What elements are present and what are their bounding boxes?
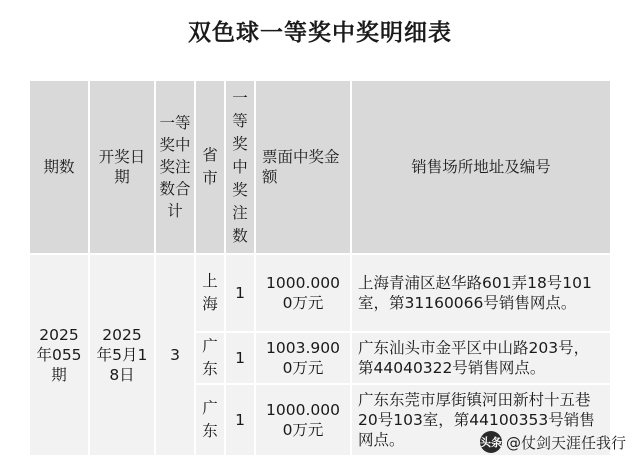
toutiao-logo-icon: 头条 (480, 431, 502, 453)
watermark-text: @仗剑天涯任我行 (505, 433, 626, 452)
header-count: 一等奖中奖注数 (225, 80, 255, 254)
page-title: 双色球一等奖中奖明细表 (188, 20, 452, 46)
cell-amount: 1000.0000万元 (255, 384, 351, 456)
cell-period: 2025年055期 (29, 254, 89, 456)
header-province: 省市 (195, 80, 225, 254)
cell-address: 上海青浦区赵华路601弄18号101室，第31160066号销售网点。 (351, 254, 611, 332)
header-period: 期数 (29, 80, 89, 254)
cell-count: 1 (225, 332, 255, 384)
cell-total: 3 (155, 254, 195, 456)
table-row (29, 254, 611, 332)
watermark (480, 431, 626, 453)
cell-count: 1 (225, 384, 255, 456)
header-address: 销售场所地址及编号 (351, 80, 611, 254)
header-date: 开奖日期 (89, 80, 155, 254)
cell-province: 广东 (195, 384, 225, 456)
cell-amount: 1000.0000万元 (255, 254, 351, 332)
cell-count: 1 (225, 254, 255, 332)
header-total: 一等奖中奖注数合计 (155, 80, 195, 254)
cell-date: 2025年5月18日 (89, 254, 155, 456)
header-row (29, 80, 611, 254)
prize-table (28, 79, 612, 457)
header-amount: 票面中奖金额 (255, 80, 351, 254)
cell-province: 广东 (195, 332, 225, 384)
cell-address: 广东东莞市厚街镇河田新村十五巷20号103室，第44100353号销售网点。 (351, 384, 611, 456)
cell-province: 上海 (195, 254, 225, 332)
cell-amount: 1003.9000万元 (255, 332, 351, 384)
cell-address: 广东汕头市金平区中山路203号，第44040322号销售网点。 (351, 332, 611, 384)
